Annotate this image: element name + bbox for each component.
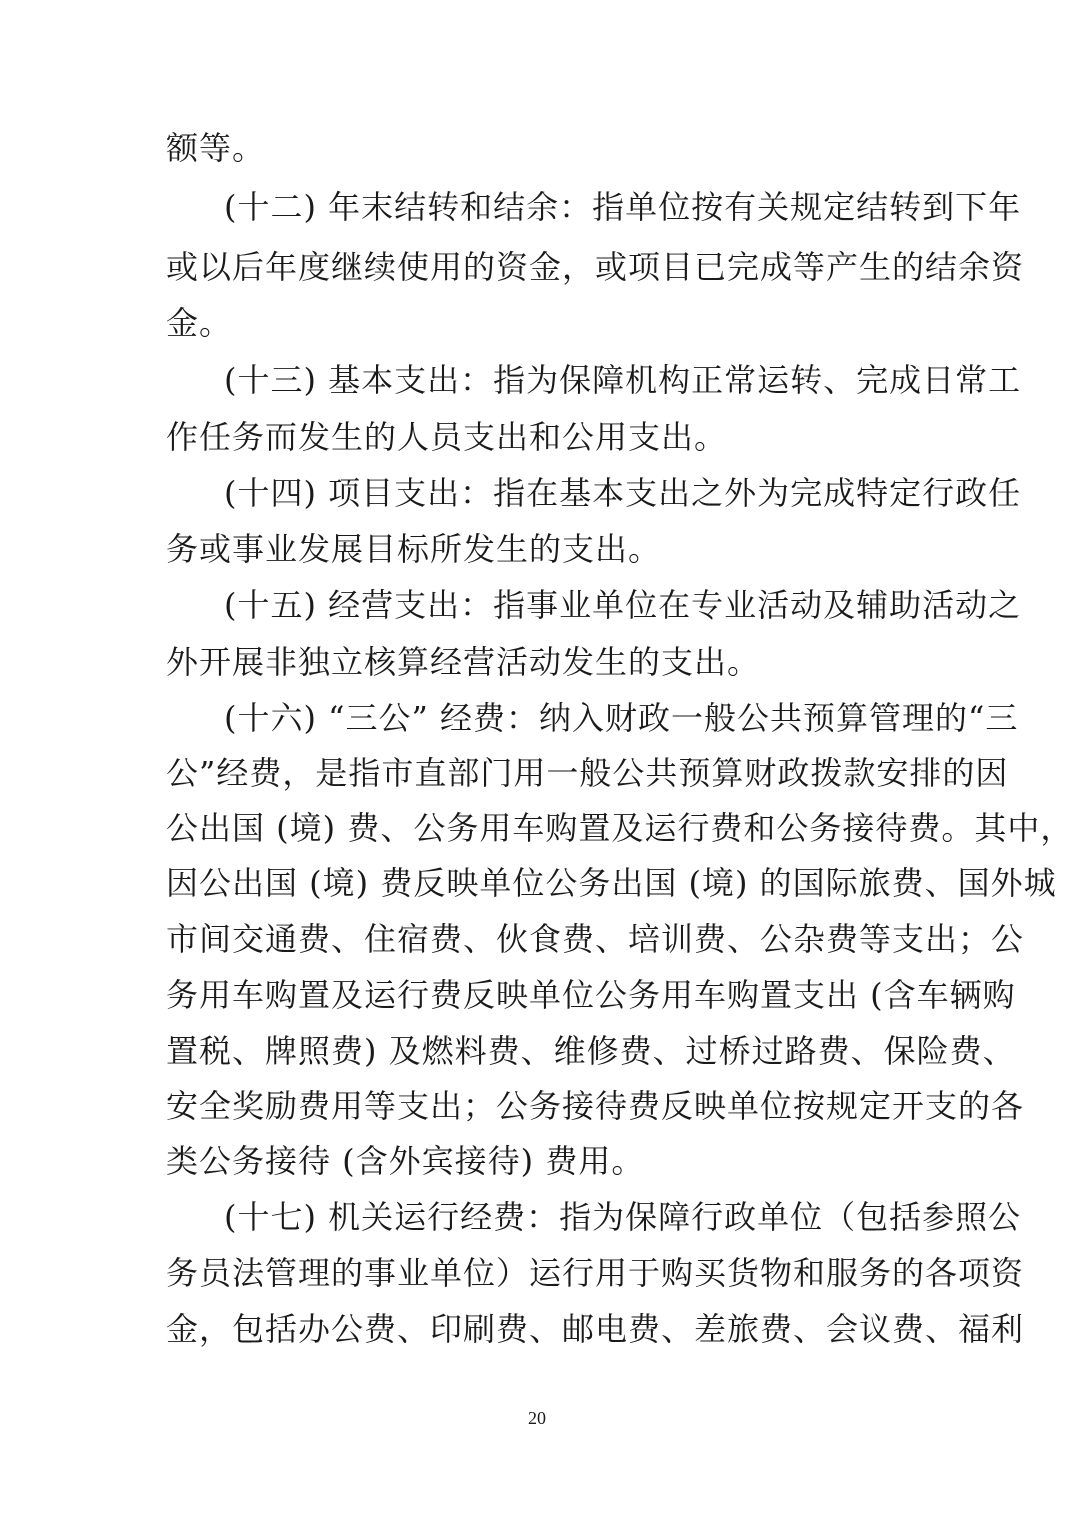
paragraph-17-line: (十七) 机关运行经费：指为保障行政单位（包括参照公 <box>224 1198 1022 1236</box>
text-line: 类公务接待 (含外宾接待) 费用。 <box>166 1142 645 1180</box>
text-line: 外开展非独立核算经营活动发生的支出。 <box>166 643 761 681</box>
text-line: 安全奖励费用等支出；公务接待费反映单位按规定开支的各 <box>166 1087 1025 1125</box>
text-line: 金，包括办公费、印刷费、邮电费、差旅费、会议费、福利 <box>166 1310 1025 1348</box>
text-line: 或以后年度继续使用的资金，或项目已完成等产生的结余资 <box>166 248 1025 286</box>
text-line: 金。 <box>166 304 233 342</box>
text-line: 公出国 (境) 费、公务用车购置及运行费和公务接待费。其中， <box>166 809 1074 847</box>
paragraph-12-line: (十二) 年末结转和结余：指单位按有关规定结转到下年 <box>224 188 1022 226</box>
paragraph-13-line: (十三) 基本支出：指为保障机构正常运转、完成日常工 <box>224 361 1022 399</box>
text-line: 市间交通费、住宿费、伙食费、培训费、公杂费等支出；公 <box>166 920 1025 958</box>
text-line: 置税、牌照费) 及燃料费、维修费、过桥过路费、保险费、 <box>166 1032 1016 1070</box>
paragraph-15-line: (十五) 经营支出：指事业单位在专业活动及辅助活动之 <box>224 586 1022 624</box>
page-number: 20 <box>528 1408 546 1428</box>
paragraph-16-line: (十六) “三公” 经费：纳入财政一般公共预算管理的“三 <box>224 699 1019 737</box>
text-line: 务或事业发展目标所发生的支出。 <box>166 530 662 568</box>
text-line: 额等。 <box>166 129 266 167</box>
paragraph-14-line: (十四) 项目支出：指在基本支出之外为完成特定行政任 <box>224 474 1022 512</box>
text-line: 务用车购置及运行费反映单位公务用车购置支出 (含车辆购 <box>166 976 1016 1014</box>
text-line: 公”经费，是指市直部门用一般公共预算财政拨款安排的因 <box>166 754 1009 792</box>
text-line: 作任务而发生的人员支出和公用支出。 <box>166 418 728 456</box>
text-line: 因公出国 (境) 费反映单位公务出国 (境) 的国际旅费、国外城 <box>166 864 1057 902</box>
text-line: 务员法管理的事业单位）运行用于购买货物和服务的各项资 <box>166 1254 1025 1292</box>
